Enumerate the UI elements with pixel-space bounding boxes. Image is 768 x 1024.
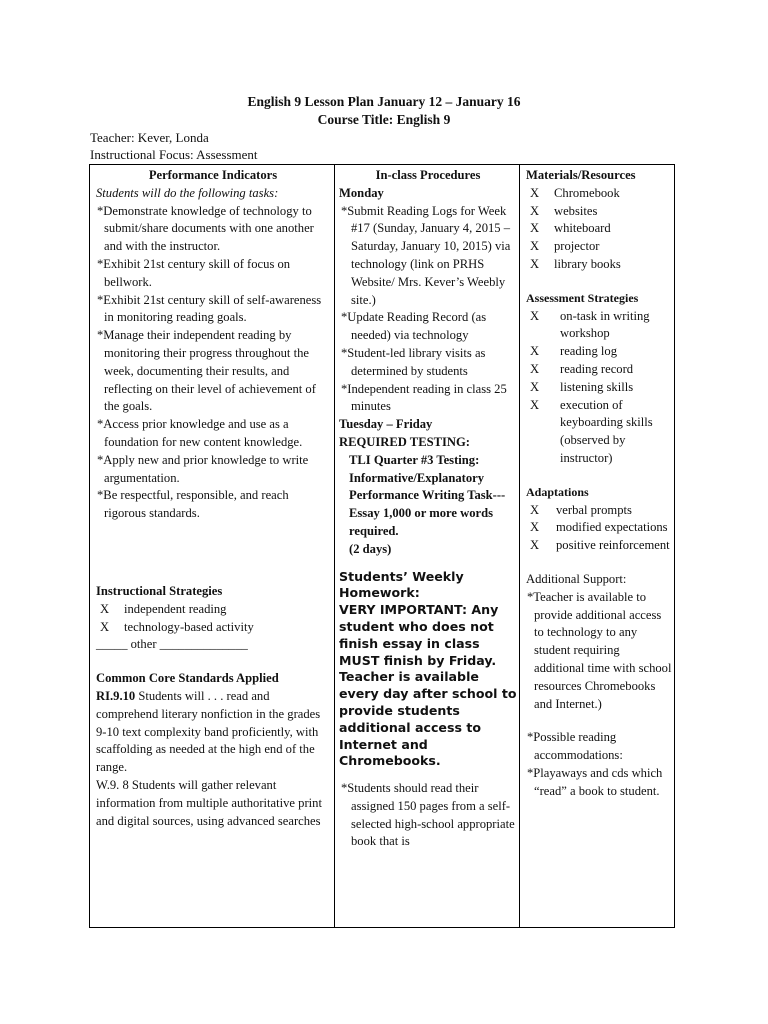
- monday-heading: Monday: [339, 185, 384, 200]
- monday-item: *Independent reading in class 25 minutes: [341, 381, 507, 414]
- material-label: whiteboard: [554, 221, 611, 236]
- check-mark: X: [530, 239, 540, 254]
- support-item: *Teacher is available to provide additional access to technology to any student requiring additional time with school resources Chromebooks and Internet.): [527, 589, 672, 711]
- material-item: [526, 203, 672, 221]
- assessment-label: listening skills: [560, 379, 634, 394]
- material-label: Chromebook: [554, 185, 620, 200]
- support-item: *Possible reading accommodations:: [527, 730, 623, 763]
- required-testing: REQUIRED TESTING:: [339, 434, 470, 449]
- task-item: *Be respectful, responsible, and reach rigorous standards.: [97, 488, 289, 521]
- document-title: English 9 Lesson Plan January 12 – January 16: [247, 94, 521, 109]
- assessment-label: reading record: [560, 361, 634, 376]
- assessment-label: on-task in writing workshop: [560, 308, 650, 341]
- performance-heading: Performance Indicators: [148, 168, 278, 182]
- check-mark: X: [530, 361, 540, 376]
- support-heading: Additional Support:: [526, 571, 627, 586]
- task-item: *Exhibit 21st century skill of focus on bellwork.: [97, 256, 291, 289]
- materials-heading: Materials/Resources: [526, 168, 636, 182]
- task-item: *Manage their independent reading by monitoring their progress throughout the week, documenting their results, and reflecting on their level of achievement of the goals.: [97, 328, 316, 414]
- tuesday-heading: Tuesday – Friday: [339, 417, 433, 432]
- monday-item: *Submit Reading Logs for Week #17 (Sunday, January 4, 2015 – Saturday, January 10, 2015) via technology (link on PRHS Website/ Mrs. Kever’s Weebly site.): [341, 203, 511, 307]
- other-line: _____ other ______________: [96, 637, 248, 652]
- monday-item: *Update Reading Record (as needed) via technology: [341, 310, 487, 343]
- focus-line: Instructional Focus: Assessment: [90, 147, 258, 162]
- check-mark: X: [530, 308, 540, 323]
- check-mark: X: [530, 502, 540, 517]
- strategies-heading: Instructional Strategies: [96, 583, 223, 598]
- check-mark: X: [530, 185, 540, 200]
- ri-code: RI.9.10: [96, 688, 136, 703]
- adaptation-label: modified expectations: [556, 520, 668, 535]
- assessment-heading: Assessment Strategies: [526, 290, 639, 305]
- materials-column: [520, 165, 674, 927]
- tli-testing: TLI Quarter #3 Testing: Informative/Explanatory Performance Writing Task---Essay 1,000 or more words required.: [349, 452, 506, 538]
- teacher-line: Teacher: Kever, Londa: [90, 130, 209, 145]
- adaptation-item: [526, 502, 672, 520]
- assessment-item: [526, 397, 672, 468]
- material-item: [526, 256, 672, 274]
- material-label: projector: [554, 239, 600, 254]
- assessment-label: reading log: [560, 344, 618, 359]
- standard-ri: [96, 688, 330, 777]
- task-item: *Apply new and prior knowledge to write argumentation.: [97, 452, 309, 485]
- adaptations-heading: Adaptations: [526, 484, 589, 499]
- check-mark: X: [530, 379, 540, 394]
- standard-w: W.9. 8 Students will gather relevant information from multiple authoritative print and digital sources, using advanced searches: [96, 777, 322, 828]
- adaptation-label: positive reinforcement: [556, 538, 670, 553]
- tasks-subheading: Students will do the following tasks:: [96, 185, 279, 200]
- homework-heading: Students’ Weekly Homework:: [339, 568, 464, 601]
- material-label: library books: [554, 256, 621, 271]
- course-title: Course Title: English 9: [317, 112, 451, 127]
- adaptation-label: verbal prompts: [556, 502, 632, 517]
- strategy-label: technology-based activity: [124, 619, 254, 634]
- task-item: *Demonstrate knowledge of technology to submit/share documents with one another and with the instructor.: [97, 203, 314, 254]
- assessment-item: [526, 361, 672, 379]
- monday-item: *Student-led library visits as determined by students: [341, 345, 486, 378]
- check-mark: X: [530, 397, 540, 412]
- adaptation-item: [526, 519, 672, 537]
- material-label: websites: [554, 203, 598, 218]
- assessment-item: [526, 379, 672, 397]
- procedures-heading: In-class Procedures: [375, 168, 481, 182]
- assessment-item: [526, 308, 672, 344]
- check-mark: X: [530, 221, 540, 236]
- reading-note: *Students should read their assigned 150 pages from a self-selected high-school appropriate book that is: [341, 781, 515, 849]
- check-mark: X: [530, 256, 540, 271]
- strategy-label: independent reading: [124, 601, 227, 616]
- check-mark: X: [530, 520, 540, 535]
- check-mark: X: [530, 538, 540, 553]
- ri-text: Students will . . . read and comprehend literary nonfiction in the grades 9-10 text complexity band proficiently, with scaffolding as needed at the high end of the range.: [96, 688, 321, 775]
- assessment-label: execution of keyboarding skills (observed by instructor): [560, 397, 653, 465]
- performance-column: [90, 165, 335, 927]
- testing-days: (2 days): [349, 541, 392, 556]
- adaptation-item: [526, 537, 672, 555]
- assessment-item: [526, 343, 672, 361]
- important-note: VERY IMPORTANT: Any student who does not finish essay in class MUST finish by Friday. Teacher is available every day after school to provide students additional access to Internet and Chromebooks.: [339, 602, 517, 769]
- material-item: [526, 185, 672, 203]
- strategy-item: [96, 601, 330, 619]
- check-mark: X: [100, 601, 110, 616]
- procedures-column: [335, 165, 520, 927]
- support-item: *Playaways and cds which “read” a book to student.: [527, 765, 663, 798]
- task-item: *Access prior knowledge and use as a foundation for new content knowledge.: [97, 417, 303, 449]
- check-mark: X: [530, 344, 540, 359]
- material-item: [526, 238, 672, 256]
- material-item: [526, 220, 672, 238]
- task-item: *Exhibit 21st century skill of self-awareness in monitoring reading goals.: [97, 292, 322, 325]
- strategy-item: [96, 619, 330, 637]
- check-mark: X: [100, 619, 110, 634]
- lesson-plan-table: [89, 164, 675, 928]
- check-mark: X: [530, 203, 540, 218]
- standards-heading: Common Core Standards Applied: [96, 671, 279, 686]
